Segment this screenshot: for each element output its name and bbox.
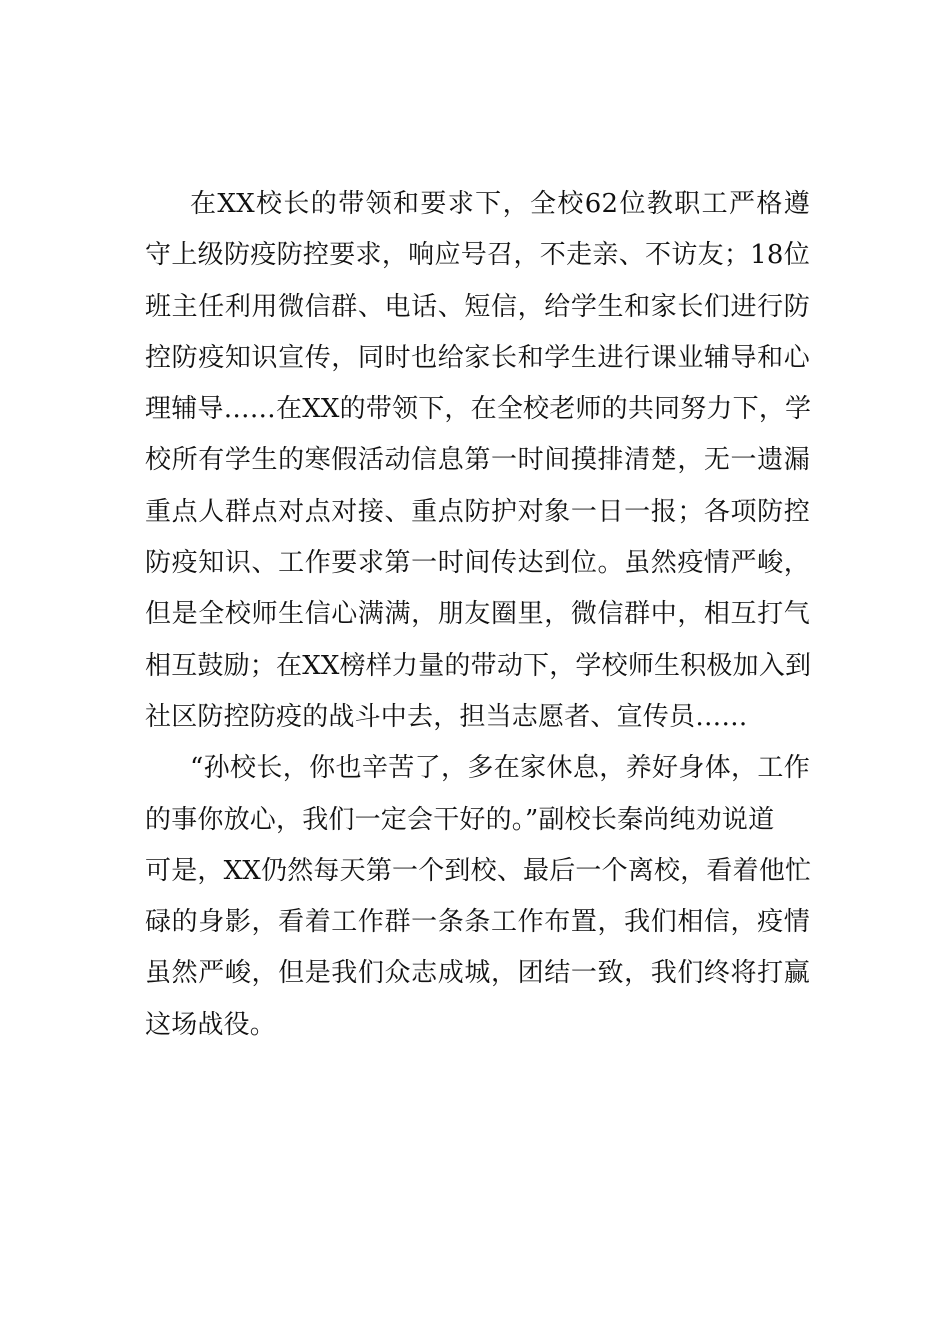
paragraph-line: “孙校长，你也辛苦了，多在家休息，养好身体，工作 (190, 753, 810, 784)
paragraph-line: 但是全校师生信心满满，朋友圈里，微信群中，相互打气 (145, 599, 810, 630)
paragraph-2 (145, 743, 810, 1051)
paragraph-line: 在XX校长的带领和要求下，全校62位教职工严格遵 (190, 189, 810, 219)
paragraph-line: 相互鼓励；在XX榜样力量的带动下，学校师生积极加入到 (145, 650, 812, 681)
paragraph-line: 这场战役。 (145, 1009, 277, 1040)
paragraph-line: 防疫知识、工作要求第一时间传达到位。虽然疫情严峻， (145, 548, 810, 579)
paragraph-line: 重点人群点对点对接、重点防护对象一日一报；各项防控 (145, 496, 810, 527)
paragraph-line: 守上级防疫防控要求，响应号召，不走亲、不访友；18位 (145, 240, 810, 271)
paragraph-line: 碌的身影，看着工作群一条条工作布置，我们相信，疫情 (145, 907, 810, 938)
paragraph-line: 的事你放心，我们一定会干好的。”副校长秦尚纯劝说道 (145, 804, 775, 835)
paragraph-line: 可是，XX仍然每天第一个到校、最后一个离校，看着他忙 (145, 855, 812, 886)
body-text (145, 179, 810, 1051)
paragraph-line: 理辅导……在XX的带领下，在全校老师的共同努力下，学 (145, 394, 812, 425)
paragraph-line: 班主任利用微信群、电话、短信，给学生和家长们进行防 (145, 291, 810, 322)
paragraph-line: 社区防控防疫的战斗中去，担当志愿者、宣传员…… (145, 701, 748, 732)
paragraph-line: 校所有学生的寒假活动信息第一时间摸排清楚，无一遗漏 (145, 445, 810, 476)
paragraph-line: 控防疫知识宣传，同时也给家长和学生进行课业辅导和心 (145, 342, 810, 373)
paragraph-1 (145, 179, 810, 743)
paragraph-line: 虽然严峻，但是我们众志成城，团结一致，我们终将打赢 (145, 958, 810, 989)
